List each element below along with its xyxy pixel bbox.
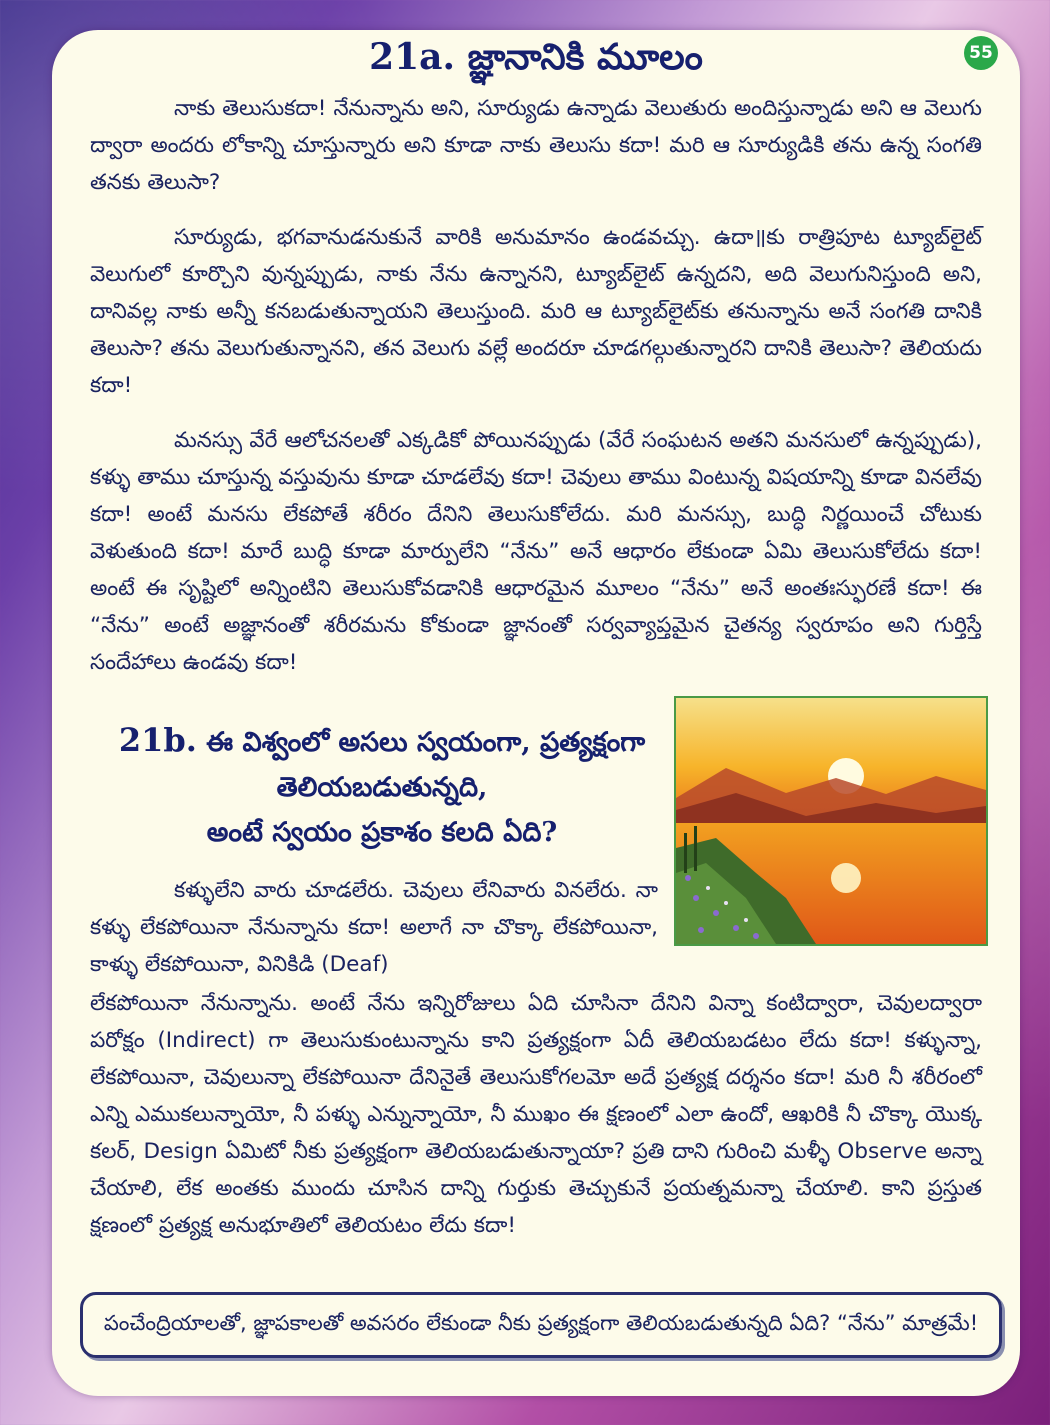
paragraph: లేకపోయినా నేనున్నాను. అంటే నేను ఇన్నిరోజులు ఏది చూసినా దేనిని విన్నా కంటిద్వారా, చెవులద్వారా పరోక్షం (Indirect) గా తెలుసుకుంటున్నాను కాని ప్రత్యక్షంగా ఏదీ తెలియబడటం లేదు కదా! కళ్ళున్నా, లేకపోయినా, చెవులున్నా లేకపోయినా దేనినైతే తెలుసుకోగలమో అదే ప్రత్యక్ష దర్శనం కదా! మరి నీ శరీరంలో ఎన్ని ఎముకలున్నాయో, నీ పళ్ళు ఎన్నున్నాయో, నీ ముఖం ఈ క్షణంలో ఎలా ఉందో, ఆఖరికి నీ చొక్కా యొక్క కలర్, Design ఏమిటో నీకు ప్రత్యక్షంగా తెలియబడుతున్నాయా? ప్రతి దాని గురించి మళ్ళీ Observe అన్నా చేయాలి, లేక అంతకు ముందు చూసిన దాన్ని గుర్తుకు తెచ్చుకునే ప్రయత్నమన్నా చేయాలి. కాని ప్రస్తుత క్షణంలో ప్రత్యక్ష అనుభూతిలో తెలియటం లేదు కదా! [90,991,982,1238]
paragraph: నాకు తెలుసుకదా! నేనున్నాను అని, సూర్యుడు ఉన్నాడు వెలుతురు అందిస్తున్నాడు అని ఆ వెలుగు ద్వారా అందరు లోకాన్ని చూస్తున్నారు అని కూడా నాకు తెలుసు కదా! మరి ఆ సూర్యుడికి తను ఉన్న సంగతి తనకు తెలుసా? [90,96,982,195]
section-b-intro [90,872,658,983]
sunset-lake-image [674,696,988,946]
paragraph: సూర్యుడు, భగవానుడనుకునే వారికి అనుమానం ఉండవచ్చు. ఉదా॥కు రాత్రిపూట ట్యూబ్‌లైట్ వెలుగులో కూర్చొని వున్నప్పుడు, నాకు నేను ఉన్నానని, ట్యూబ్‌లైట్ ఉన్నదని, అది వెలుగునిస్తుంది అని, దానివల్ల నాకు అన్నీ కనబడుతున్నాయని తెలుస్తుంది. మరి ఆ ట్యూబ్‌లైట్‌కు తనున్నాను అనే సంగతి దానికి తెలుసా? తను వెలుగుతున్నానని, తన వెలుగు వల్లే అందరూ చూడగల్గుతున్నారని దానికి తెలుసా? తెలియదు కదా! [90,225,982,398]
page-number-badge: 55 [964,36,998,70]
section-b-body [90,985,982,1244]
section-b-title-line: అంటే స్వయం ప్రకాశం కలది ఏది? [206,817,558,848]
section-a-title: 21a. జ్ఞానానికి మూలం [369,36,703,78]
paragraph: కళ్ళులేని వారు చూడలేరు. చెవులు లేనివారు వినలేరు. నా కళ్ళు లేకపోయినా నేనున్నాను కదా! అలాగే నా చొక్కా లేకపోయినా, కాళ్ళు లేకపోయినా, వినికిడి (Deaf) [90,878,658,977]
section-b-number: 21b. [118,721,197,759]
section-b-title [92,718,672,855]
page-panel [52,30,1020,1396]
section-b-title-line: ఈ విశ్వంలో అసలు స్వయంగా, ప్రత్యక్షంగా [206,727,646,758]
summary-box: పంచేంద్రియాలతో, జ్ఞాపకాలతో అవసరం లేకుండా నీకు ప్రత్యక్షంగా తెలియబడుతున్నది ఏది? “నేను” మాత్రమే! [80,1292,1002,1358]
section-b-title-line: తెలియబడుతున్నది, [276,772,488,803]
paragraph: మనస్సు వేరే ఆలోచనలతో ఎక్కడికో పోయినప్పుడు (వేరే సంఘటన అతని మనసులో ఉన్నప్పుడు), కళ్ళు తాము చూస్తున్న వస్తువును కూడా చూడలేవు కదా! చెవులు తాము వింటున్న విషయాన్ని కూడా వినలేవు కదా! అంటే మనసు లేకపోతే శరీరం దేనిని తెలుసుకోలేదు. మరి మనస్సు, బుద్ధి నిర్ణయించే చోటుకు వెళుతుంది కదా! మారే బుద్ధి కూడా మార్పులేని “నేను” అనే ఆధారం లేకుండా ఏమి తెలుసుకోలేదు కదా! అంటే ఈ సృష్టిలో అన్నింటిని తెలుసుకోవడానికి ఆధారమైన మూలం “నేను” అనే అంతఃస్ఫురణే కదా! ఈ “నేను” అంటే అజ్ఞానంతో శరీరమను కోకుండా జ్ఞానంతో సర్వవ్యాప్తమైన చైతన్య స్వరూపం అని గుర్తిస్తే సందేహాలు ఉండవు కదా! [90,428,982,675]
section-a-body [90,90,982,699]
